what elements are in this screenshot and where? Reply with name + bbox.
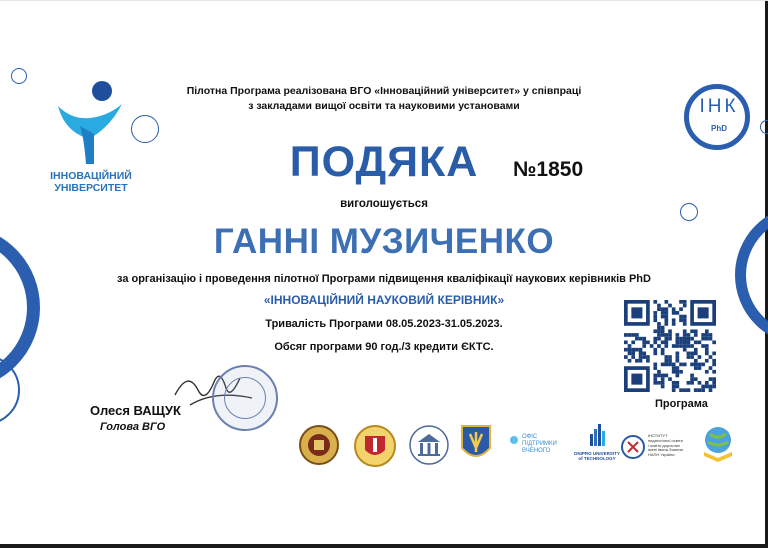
qr-module xyxy=(664,374,668,378)
qr-module xyxy=(694,388,698,392)
qr-module xyxy=(709,377,713,381)
qr-module xyxy=(657,304,661,308)
qr-module xyxy=(646,359,650,363)
qr-module xyxy=(709,337,713,341)
university-seal-1-icon xyxy=(298,424,340,466)
duration-text: Тривалість Програми 08.05.2023-31.05.2023. xyxy=(265,318,503,330)
qr-module xyxy=(676,381,680,385)
qr-module xyxy=(712,381,716,385)
qr-module xyxy=(664,311,668,315)
qr-module xyxy=(690,381,694,385)
qr-module xyxy=(661,363,665,367)
qr-module xyxy=(668,304,672,308)
qr-module xyxy=(676,340,680,344)
qr-module xyxy=(690,374,694,378)
qr-module xyxy=(709,333,713,337)
office-line-3: ВЧЕНОГО xyxy=(522,448,551,454)
qr-module xyxy=(683,340,687,344)
qr-module xyxy=(661,377,665,381)
qr-module xyxy=(635,337,639,341)
qr-module xyxy=(657,326,661,330)
office-line-1: ОФІС xyxy=(522,434,538,440)
qr-module xyxy=(683,304,687,308)
qr-module xyxy=(694,377,698,381)
decor-circle-left-tiny xyxy=(11,68,27,84)
qr-module xyxy=(694,352,698,356)
qr-module xyxy=(664,355,668,359)
qr-module xyxy=(661,326,665,330)
qr-module xyxy=(679,337,683,341)
qr-module xyxy=(694,363,698,367)
qr-module xyxy=(712,359,716,363)
qr-module xyxy=(631,348,635,352)
coat-of-arms-icon xyxy=(458,422,494,466)
qr-module xyxy=(679,363,683,367)
number-sign: № xyxy=(513,158,537,181)
qr-module xyxy=(668,333,672,337)
qr-module xyxy=(679,388,683,392)
qr-module xyxy=(642,337,646,341)
qr-module xyxy=(642,355,646,359)
qr-module xyxy=(687,340,691,344)
qr-module xyxy=(657,344,661,348)
qr-module xyxy=(657,374,661,378)
qr-module xyxy=(698,340,702,344)
qr-module xyxy=(705,344,709,348)
qr-module xyxy=(672,344,676,348)
qr-module xyxy=(672,381,676,385)
qr-module xyxy=(676,359,680,363)
qr-module xyxy=(683,333,687,337)
qr-module xyxy=(672,307,676,311)
qr-module xyxy=(657,333,661,337)
qr-code[interactable] xyxy=(624,300,716,392)
qr-module xyxy=(661,374,665,378)
qr-module xyxy=(664,318,668,322)
qr-module xyxy=(694,348,698,352)
qr-module xyxy=(653,366,657,370)
qr-module xyxy=(705,370,709,374)
qr-module xyxy=(631,340,635,344)
qr-module xyxy=(661,340,665,344)
qr-module xyxy=(687,355,691,359)
qr-module xyxy=(628,359,632,363)
qr-module xyxy=(672,318,676,322)
qr-module xyxy=(701,388,705,392)
qr-module xyxy=(664,340,668,344)
qr-module xyxy=(631,307,642,318)
qr-module xyxy=(687,333,691,337)
qr-module xyxy=(661,385,665,389)
qr-module xyxy=(672,370,676,374)
ink-letter-2: Н xyxy=(707,96,725,117)
qr-module xyxy=(657,337,661,341)
qr-module xyxy=(705,348,709,352)
qr-module xyxy=(657,370,661,374)
reason-text: за організацію і проведення пілотної Програми підвищення кваліфікації наукових керівників PhD xyxy=(117,273,651,285)
qr-module xyxy=(687,352,691,356)
left-logo-line2: УНІВЕРСИТЕТ xyxy=(54,182,128,194)
qr-module xyxy=(653,311,657,315)
qr-module xyxy=(709,355,713,359)
qr-module xyxy=(709,366,713,370)
qr-module xyxy=(687,388,691,392)
signatory-role: Голова ВГО xyxy=(100,421,166,433)
qr-module xyxy=(676,385,680,389)
qr-module xyxy=(694,359,698,363)
qr-module xyxy=(664,359,668,363)
qr-module xyxy=(676,370,680,374)
qr-module xyxy=(683,363,687,367)
institute-line-2: педагогічної освіти xyxy=(648,437,683,443)
qr-module xyxy=(701,333,705,337)
qr-module xyxy=(705,333,709,337)
qr-module xyxy=(631,355,635,359)
qr-module xyxy=(698,355,702,359)
qr-module xyxy=(664,344,668,348)
ink-letter-1: І xyxy=(699,96,708,117)
qr-module xyxy=(690,329,694,333)
qr-module xyxy=(679,340,683,344)
left-logo-line1: ІННОВАЦІЙНИЙ xyxy=(50,170,132,182)
qr-module xyxy=(657,329,661,333)
qr-module xyxy=(653,348,657,352)
qr-module xyxy=(661,307,665,311)
qr-module xyxy=(624,340,628,344)
qr-module xyxy=(698,388,702,392)
qr-module xyxy=(653,352,657,356)
qr-module xyxy=(679,300,683,304)
qr-module xyxy=(672,388,676,392)
qr-module xyxy=(676,355,680,359)
institute-line-1: ІНСТИТУТ xyxy=(648,433,668,438)
dnipro-line-1: DNIPRO UNIVERSITY xyxy=(574,451,620,456)
qr-module xyxy=(664,315,668,319)
qr-module xyxy=(690,352,694,356)
qr-module xyxy=(672,366,676,370)
certificate-number xyxy=(513,158,583,182)
institute-line-4: імені Івана Зязюна xyxy=(648,447,683,453)
qr-module xyxy=(676,333,680,337)
qr-module xyxy=(657,307,661,311)
ink-letter-3: К xyxy=(724,96,739,117)
qr-module xyxy=(690,344,694,348)
qr-module xyxy=(642,352,646,356)
ink-phd-sub: PhD xyxy=(711,124,727,133)
qr-module xyxy=(657,381,661,385)
qr-module xyxy=(698,381,702,385)
qr-module xyxy=(635,348,639,352)
qr-module xyxy=(694,329,698,333)
qr-module xyxy=(657,322,661,326)
qr-module xyxy=(631,374,642,385)
qr-module xyxy=(653,318,657,322)
qr-module xyxy=(683,315,687,319)
qr-module xyxy=(664,322,668,326)
official-stamp-inner xyxy=(224,377,266,419)
office-line-2: ПІДТРИМКИ xyxy=(522,441,557,447)
qr-module xyxy=(672,385,676,389)
qr-module xyxy=(661,352,665,356)
qr-module xyxy=(672,311,676,315)
qr-module xyxy=(653,315,657,319)
header-line-2: з закладами вищої освіти та науковими установами xyxy=(248,100,520,112)
qr-module xyxy=(653,377,657,381)
qr-module xyxy=(668,355,672,359)
qr-module xyxy=(712,385,716,389)
qr-module xyxy=(698,307,709,318)
qr-module xyxy=(679,370,683,374)
institute-line-5: НАПН України xyxy=(648,452,675,458)
qr-module xyxy=(679,344,683,348)
qr-module xyxy=(664,333,668,337)
qr-module xyxy=(676,344,680,348)
qr-module xyxy=(690,363,694,367)
qr-module xyxy=(661,333,665,337)
qr-module xyxy=(653,374,657,378)
qr-module xyxy=(628,352,632,356)
qr-module xyxy=(694,340,698,344)
qr-module xyxy=(672,363,676,367)
qr-module xyxy=(661,381,665,385)
qr-module xyxy=(705,329,709,333)
qr-module xyxy=(661,315,665,319)
qr-label: Програма xyxy=(655,398,708,410)
university-seal-2-icon xyxy=(352,424,398,468)
header-line-1: Пілотна Програма реалізована ВГО «Інноваційний університет» у співпраці xyxy=(186,85,582,97)
qr-module xyxy=(687,344,691,348)
volume-text: Обсяг програми 90 год./3 кредити ЄКТС. xyxy=(274,341,494,353)
qr-module xyxy=(676,337,680,341)
qr-module xyxy=(705,385,709,389)
qr-module xyxy=(683,329,687,333)
qr-module xyxy=(653,329,657,333)
globe-book-icon xyxy=(700,424,736,462)
qr-module xyxy=(712,363,716,367)
qr-module xyxy=(639,359,643,363)
qr-module xyxy=(668,359,672,363)
qr-module xyxy=(694,333,698,337)
qr-module xyxy=(631,352,635,356)
qr-module xyxy=(683,344,687,348)
qr-module xyxy=(690,337,694,341)
qr-module xyxy=(712,377,716,381)
qr-module xyxy=(664,363,668,367)
qr-module xyxy=(701,363,705,367)
qr-module xyxy=(679,315,683,319)
qr-module xyxy=(628,348,632,352)
decor-circle-left-outline xyxy=(0,355,20,425)
qr-module xyxy=(624,333,628,337)
qr-module xyxy=(683,300,687,304)
qr-module xyxy=(679,318,683,322)
number-value: 1850 xyxy=(536,158,584,181)
qr-module xyxy=(661,329,665,333)
recipient-name: ГАННІ МУЗИЧЕНКО xyxy=(213,222,555,261)
institute-line-3: і освіти дорослих xyxy=(648,442,680,448)
dnipro-university-logo xyxy=(572,424,622,466)
qr-module xyxy=(709,385,713,389)
qr-module xyxy=(698,363,702,367)
qr-module xyxy=(668,337,672,341)
qr-module xyxy=(701,385,705,389)
qr-module xyxy=(668,329,672,333)
qr-module xyxy=(624,355,628,359)
qr-module xyxy=(676,374,680,378)
qr-module xyxy=(683,348,687,352)
qr-module xyxy=(664,337,668,341)
qr-module xyxy=(650,344,654,348)
institute-logo xyxy=(620,434,700,466)
qr-module xyxy=(683,337,687,341)
qr-module xyxy=(705,381,709,385)
qr-module xyxy=(705,359,709,363)
qr-module xyxy=(653,337,657,341)
qr-module xyxy=(705,337,709,341)
qr-module xyxy=(631,333,635,337)
qr-module xyxy=(661,348,665,352)
qr-module xyxy=(661,311,665,315)
qr-module xyxy=(639,348,643,352)
qr-module xyxy=(642,344,646,348)
qr-module xyxy=(712,370,716,374)
qr-module xyxy=(646,355,650,359)
qr-module xyxy=(653,381,657,385)
qr-module xyxy=(687,381,691,385)
qr-module xyxy=(712,340,716,344)
qr-module xyxy=(646,340,650,344)
qr-module xyxy=(683,318,687,322)
qr-module xyxy=(624,348,628,352)
qr-module xyxy=(712,352,716,356)
qr-module xyxy=(628,344,632,348)
qr-module xyxy=(653,363,657,367)
decor-circle-right-edge xyxy=(760,120,768,134)
office-dot-icon xyxy=(510,436,518,444)
qr-module xyxy=(672,322,676,326)
signatory-name: Олеся ВАЩУК xyxy=(90,403,181,418)
qr-module xyxy=(709,388,713,392)
qr-module xyxy=(701,337,705,341)
qr-module xyxy=(639,337,643,341)
qr-module xyxy=(690,355,694,359)
qr-module xyxy=(687,337,691,341)
top-border xyxy=(0,0,768,1)
qr-module xyxy=(642,340,646,344)
certificate-title: ПОДЯКА xyxy=(289,138,479,186)
office-support-logo xyxy=(510,434,572,464)
qr-module xyxy=(676,311,680,315)
qr-module xyxy=(653,300,657,304)
qr-module xyxy=(683,388,687,392)
qr-module xyxy=(668,363,672,367)
announce-text: виголошується xyxy=(340,198,428,210)
qr-module xyxy=(690,377,694,381)
qr-module xyxy=(639,355,643,359)
qr-module xyxy=(664,307,668,311)
qr-module xyxy=(664,300,668,304)
qr-module xyxy=(676,366,680,370)
qr-module xyxy=(639,352,643,356)
qr-module xyxy=(676,352,680,356)
qr-module xyxy=(694,366,698,370)
dnipro-line-2: of TECHNOLOGY xyxy=(578,456,616,461)
qr-module xyxy=(683,322,687,326)
program-name: «ІННОВАЦІЙНИЙ НАУКОВИЙ КЕРІВНИК» xyxy=(263,293,505,307)
qr-module xyxy=(628,333,632,337)
qr-module xyxy=(635,359,639,363)
qr-module xyxy=(635,333,639,337)
qr-module xyxy=(668,377,672,381)
qr-module xyxy=(698,366,702,370)
qr-module xyxy=(653,340,657,344)
qr-module xyxy=(705,352,709,356)
qr-module xyxy=(701,344,705,348)
institution-building-icon xyxy=(408,424,450,466)
qr-module xyxy=(679,307,683,311)
